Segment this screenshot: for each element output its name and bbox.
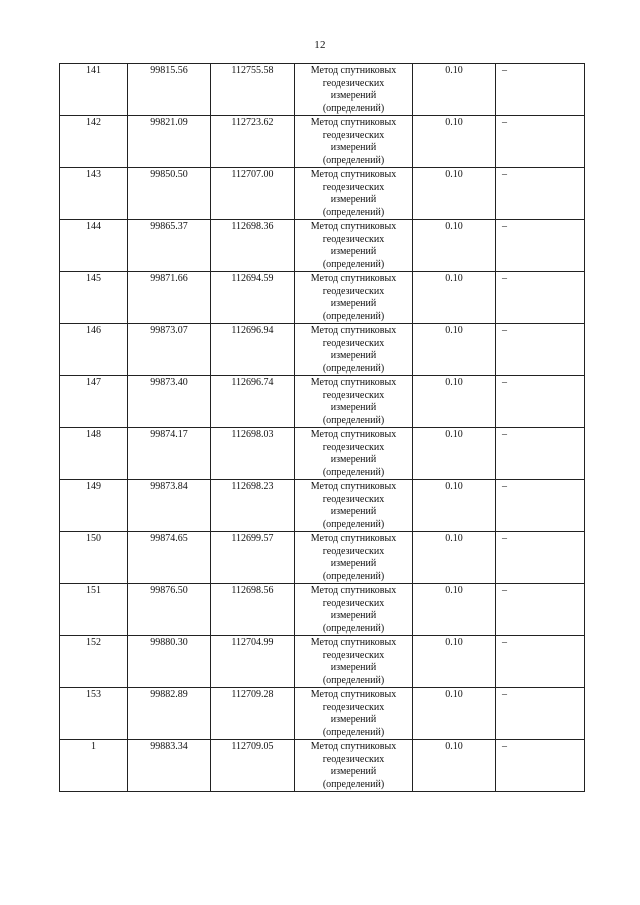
y-coordinate-cell-text: 112707.00 bbox=[231, 169, 274, 180]
point-number-cell bbox=[60, 376, 128, 428]
y-coordinate-cell bbox=[211, 272, 295, 324]
method-cell-text: Метод спутниковых геодезических измерений (определений) bbox=[310, 169, 397, 218]
point-number-cell bbox=[60, 324, 128, 376]
accuracy-cell-text: 0.10 bbox=[445, 221, 463, 232]
accuracy-cell-text: 0.10 bbox=[445, 65, 463, 76]
accuracy-cell bbox=[413, 272, 496, 324]
point-number-cell bbox=[60, 168, 128, 220]
method-cell bbox=[295, 480, 413, 532]
method-cell bbox=[295, 64, 413, 116]
description-cell bbox=[496, 168, 585, 220]
method-cell-text: Метод спутниковых геодезических измерений (определений) bbox=[310, 533, 397, 582]
table-row bbox=[60, 376, 585, 428]
accuracy-cell bbox=[413, 688, 496, 740]
y-coordinate-cell-text: 112698.03 bbox=[231, 429, 274, 440]
accuracy-cell-text: 0.10 bbox=[445, 585, 463, 596]
point-number-cell bbox=[60, 636, 128, 688]
x-coordinate-cell-text: 99874.65 bbox=[150, 533, 188, 544]
point-number-cell bbox=[60, 272, 128, 324]
description-cell-text: – bbox=[502, 221, 507, 232]
table-row bbox=[60, 584, 585, 636]
point-number-cell-text: 148 bbox=[86, 429, 101, 440]
method-cell-text: Метод спутниковых геодезических измерений (определений) bbox=[310, 429, 397, 478]
y-coordinate-cell-text: 112704.99 bbox=[231, 637, 274, 648]
y-coordinate-cell-text: 112694.59 bbox=[231, 273, 274, 284]
accuracy-cell-text: 0.10 bbox=[445, 169, 463, 180]
y-coordinate-cell bbox=[211, 584, 295, 636]
x-coordinate-cell-text: 99850.50 bbox=[150, 169, 188, 180]
point-number-cell-text: 147 bbox=[86, 377, 101, 388]
method-cell bbox=[295, 740, 413, 792]
y-coordinate-cell bbox=[211, 636, 295, 688]
accuracy-cell bbox=[413, 64, 496, 116]
y-coordinate-cell bbox=[211, 428, 295, 480]
point-number-cell bbox=[60, 584, 128, 636]
description-cell bbox=[496, 376, 585, 428]
point-number-cell-text: 152 bbox=[86, 637, 101, 648]
x-coordinate-cell bbox=[128, 636, 211, 688]
accuracy-cell-text: 0.10 bbox=[445, 689, 463, 700]
method-cell-text: Метод спутниковых геодезических измерений (определений) bbox=[310, 117, 397, 166]
point-number-cell bbox=[60, 220, 128, 272]
accuracy-cell-text: 0.10 bbox=[445, 637, 463, 648]
page-number: 12 bbox=[314, 39, 326, 51]
point-number-cell-text: 145 bbox=[86, 273, 101, 284]
accuracy-cell-text: 0.10 bbox=[445, 325, 463, 336]
x-coordinate-cell-text: 99821.09 bbox=[150, 117, 188, 128]
method-cell bbox=[295, 376, 413, 428]
point-number-cell bbox=[60, 428, 128, 480]
table-row bbox=[60, 428, 585, 480]
description-cell-text: – bbox=[502, 637, 507, 648]
y-coordinate-cell bbox=[211, 220, 295, 272]
table-row bbox=[60, 324, 585, 376]
point-number-cell bbox=[60, 116, 128, 168]
x-coordinate-cell-text: 99871.66 bbox=[150, 273, 188, 284]
description-cell bbox=[496, 532, 585, 584]
x-coordinate-cell bbox=[128, 324, 211, 376]
y-coordinate-cell-text: 112699.57 bbox=[231, 533, 274, 544]
method-cell-text: Метод спутниковых геодезических измерений (определений) bbox=[310, 637, 397, 686]
x-coordinate-cell-text: 99882.89 bbox=[150, 689, 188, 700]
description-cell bbox=[496, 220, 585, 272]
method-cell bbox=[295, 428, 413, 480]
point-number-cell-text: 144 bbox=[86, 221, 101, 232]
x-coordinate-cell bbox=[128, 376, 211, 428]
accuracy-cell bbox=[413, 324, 496, 376]
y-coordinate-cell-text: 112698.23 bbox=[231, 481, 274, 492]
method-cell-text: Метод спутниковых геодезических измерений (определений) bbox=[310, 273, 397, 322]
accuracy-cell-text: 0.10 bbox=[445, 533, 463, 544]
point-number-cell bbox=[60, 532, 128, 584]
table-row bbox=[60, 480, 585, 532]
x-coordinate-cell bbox=[128, 220, 211, 272]
table-row bbox=[60, 64, 585, 116]
point-number-cell-text: 153 bbox=[86, 689, 101, 700]
description-cell-text: – bbox=[502, 585, 507, 596]
method-cell-text: Метод спутниковых геодезических измерений (определений) bbox=[310, 481, 397, 530]
description-cell-text: – bbox=[502, 741, 507, 752]
accuracy-cell bbox=[413, 636, 496, 688]
point-number-cell-text: 142 bbox=[86, 117, 101, 128]
description-cell-text: – bbox=[502, 429, 507, 440]
x-coordinate-cell bbox=[128, 116, 211, 168]
y-coordinate-cell-text: 112696.74 bbox=[231, 377, 274, 388]
method-cell-text: Метод спутниковых геодезических измерений (определений) bbox=[310, 65, 397, 114]
description-cell bbox=[496, 740, 585, 792]
table-row bbox=[60, 636, 585, 688]
accuracy-cell bbox=[413, 168, 496, 220]
method-cell bbox=[295, 220, 413, 272]
method-cell bbox=[295, 636, 413, 688]
coordinates-table-body bbox=[60, 64, 585, 792]
y-coordinate-cell bbox=[211, 740, 295, 792]
accuracy-cell-text: 0.10 bbox=[445, 429, 463, 440]
y-coordinate-cell-text: 112709.05 bbox=[231, 741, 274, 752]
table-row bbox=[60, 220, 585, 272]
point-number-cell bbox=[60, 688, 128, 740]
description-cell-text: – bbox=[502, 325, 507, 336]
y-coordinate-cell bbox=[211, 116, 295, 168]
description-cell bbox=[496, 64, 585, 116]
table-row bbox=[60, 740, 585, 792]
point-number-cell-text: 150 bbox=[86, 533, 101, 544]
description-cell-text: – bbox=[502, 169, 507, 180]
description-cell bbox=[496, 584, 585, 636]
x-coordinate-cell-text: 99880.30 bbox=[150, 637, 188, 648]
method-cell-text: Метод спутниковых геодезических измерений (определений) bbox=[310, 585, 397, 634]
accuracy-cell bbox=[413, 220, 496, 272]
y-coordinate-cell bbox=[211, 376, 295, 428]
method-cell-text: Метод спутниковых геодезических измерений (определений) bbox=[310, 377, 397, 426]
x-coordinate-cell-text: 99873.40 bbox=[150, 377, 188, 388]
description-cell-text: – bbox=[502, 273, 507, 284]
point-number-cell bbox=[60, 740, 128, 792]
x-coordinate-cell-text: 99874.17 bbox=[150, 429, 188, 440]
description-cell-text: – bbox=[502, 481, 507, 492]
accuracy-cell bbox=[413, 480, 496, 532]
description-cell bbox=[496, 324, 585, 376]
method-cell-text: Метод спутниковых геодезических измерений (определений) bbox=[310, 689, 397, 738]
y-coordinate-cell bbox=[211, 168, 295, 220]
method-cell bbox=[295, 116, 413, 168]
x-coordinate-cell bbox=[128, 532, 211, 584]
point-number-cell bbox=[60, 64, 128, 116]
x-coordinate-cell bbox=[128, 272, 211, 324]
x-coordinate-cell-text: 99815.56 bbox=[150, 65, 188, 76]
method-cell bbox=[295, 688, 413, 740]
method-cell bbox=[295, 272, 413, 324]
y-coordinate-cell bbox=[211, 324, 295, 376]
method-cell bbox=[295, 324, 413, 376]
x-coordinate-cell-text: 99873.84 bbox=[150, 481, 188, 492]
point-number-cell-text: 146 bbox=[86, 325, 101, 336]
accuracy-cell-text: 0.10 bbox=[445, 741, 463, 752]
y-coordinate-cell-text: 112696.94 bbox=[231, 325, 274, 336]
accuracy-cell-text: 0.10 bbox=[445, 377, 463, 388]
accuracy-cell bbox=[413, 532, 496, 584]
table-row bbox=[60, 116, 585, 168]
table-row bbox=[60, 532, 585, 584]
method-cell-text: Метод спутниковых геодезических измерений (определений) bbox=[310, 741, 397, 790]
accuracy-cell bbox=[413, 428, 496, 480]
method-cell-text: Метод спутниковых геодезических измерений (определений) bbox=[310, 325, 397, 374]
point-number-cell-text: 1 bbox=[91, 741, 96, 752]
point-number-cell-text: 141 bbox=[86, 65, 101, 76]
accuracy-cell bbox=[413, 740, 496, 792]
x-coordinate-cell-text: 99865.37 bbox=[150, 221, 188, 232]
description-cell bbox=[496, 636, 585, 688]
table-row bbox=[60, 272, 585, 324]
x-coordinate-cell bbox=[128, 584, 211, 636]
y-coordinate-cell-text: 112723.62 bbox=[231, 117, 274, 128]
table-row bbox=[60, 168, 585, 220]
description-cell bbox=[496, 272, 585, 324]
accuracy-cell-text: 0.10 bbox=[445, 117, 463, 128]
description-cell-text: – bbox=[502, 533, 507, 544]
method-cell bbox=[295, 584, 413, 636]
description-cell bbox=[496, 428, 585, 480]
point-number-cell bbox=[60, 480, 128, 532]
y-coordinate-cell bbox=[211, 480, 295, 532]
accuracy-cell-text: 0.10 bbox=[445, 273, 463, 284]
y-coordinate-cell-text: 112698.56 bbox=[231, 585, 274, 596]
description-cell-text: – bbox=[502, 65, 507, 76]
x-coordinate-cell bbox=[128, 688, 211, 740]
x-coordinate-cell bbox=[128, 480, 211, 532]
coordinates-table bbox=[59, 63, 585, 792]
x-coordinate-cell bbox=[128, 64, 211, 116]
accuracy-cell-text: 0.10 bbox=[445, 481, 463, 492]
table-row bbox=[60, 688, 585, 740]
point-number-cell-text: 143 bbox=[86, 169, 101, 180]
y-coordinate-cell bbox=[211, 64, 295, 116]
x-coordinate-cell-text: 99873.07 bbox=[150, 325, 188, 336]
x-coordinate-cell bbox=[128, 168, 211, 220]
description-cell-text: – bbox=[502, 377, 507, 388]
description-cell bbox=[496, 116, 585, 168]
y-coordinate-cell bbox=[211, 688, 295, 740]
accuracy-cell bbox=[413, 584, 496, 636]
method-cell bbox=[295, 168, 413, 220]
x-coordinate-cell-text: 99876.50 bbox=[150, 585, 188, 596]
accuracy-cell bbox=[413, 116, 496, 168]
description-cell-text: – bbox=[502, 117, 507, 128]
description-cell-text: – bbox=[502, 689, 507, 700]
y-coordinate-cell bbox=[211, 532, 295, 584]
y-coordinate-cell-text: 112698.36 bbox=[231, 221, 274, 232]
point-number-cell-text: 151 bbox=[86, 585, 101, 596]
y-coordinate-cell-text: 112709.28 bbox=[231, 689, 274, 700]
x-coordinate-cell-text: 99883.34 bbox=[150, 741, 188, 752]
method-cell bbox=[295, 532, 413, 584]
description-cell bbox=[496, 688, 585, 740]
description-cell bbox=[496, 480, 585, 532]
method-cell-text: Метод спутниковых геодезических измерений (определений) bbox=[310, 221, 397, 270]
x-coordinate-cell bbox=[128, 428, 211, 480]
y-coordinate-cell-text: 112755.58 bbox=[231, 65, 274, 76]
accuracy-cell bbox=[413, 376, 496, 428]
point-number-cell-text: 149 bbox=[86, 481, 101, 492]
x-coordinate-cell bbox=[128, 740, 211, 792]
